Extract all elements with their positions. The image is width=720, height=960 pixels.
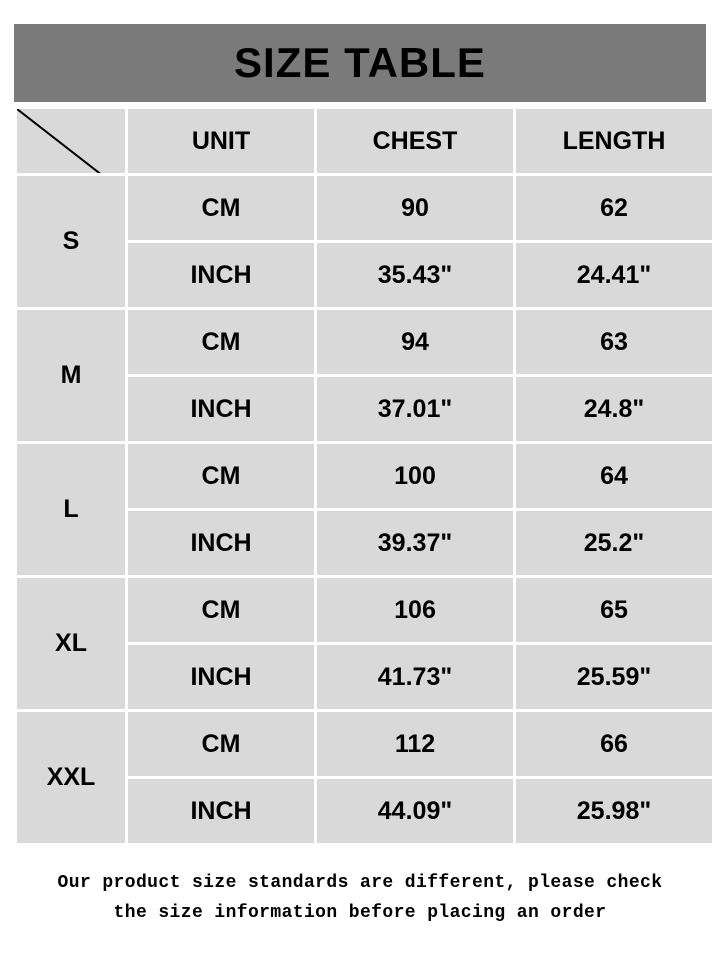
unit-cell: INCH — [128, 645, 314, 709]
size-label-l: L — [17, 444, 125, 575]
footer-note — [0, 868, 720, 928]
length-cell: 24.41" — [516, 243, 712, 307]
length-cell: 62 — [516, 176, 712, 240]
chest-cell: 44.09" — [317, 779, 513, 843]
size-label-xl: XL — [17, 578, 125, 709]
chest-cell: 39.37" — [317, 511, 513, 575]
table-row — [17, 712, 712, 776]
table-corner-cell — [17, 109, 125, 173]
length-cell: 25.59" — [516, 645, 712, 709]
length-cell: 63 — [516, 310, 712, 374]
size-label-m: M — [17, 310, 125, 441]
column-header-length: LENGTH — [516, 109, 712, 173]
diagonal-divider-icon — [17, 109, 125, 173]
page-title: SIZE TABLE — [234, 39, 486, 86]
unit-cell: INCH — [128, 243, 314, 307]
chest-cell: 90 — [317, 176, 513, 240]
title-bar — [14, 24, 706, 102]
chest-cell: 112 — [317, 712, 513, 776]
length-cell: 25.98" — [516, 779, 712, 843]
length-cell: 64 — [516, 444, 712, 508]
chest-cell: 106 — [317, 578, 513, 642]
unit-cell: CM — [128, 176, 314, 240]
chest-cell: 35.43" — [317, 243, 513, 307]
length-cell: 24.8" — [516, 377, 712, 441]
footer-note-line-2: the size information before placing an order — [113, 903, 607, 923]
size-table — [14, 106, 715, 846]
unit-cell: INCH — [128, 377, 314, 441]
column-header-unit: UNIT — [128, 109, 314, 173]
unit-cell: INCH — [128, 779, 314, 843]
length-cell: 65 — [516, 578, 712, 642]
table-row — [17, 578, 712, 642]
unit-cell: CM — [128, 444, 314, 508]
table-row — [17, 176, 712, 240]
unit-cell: CM — [128, 310, 314, 374]
unit-cell: CM — [128, 578, 314, 642]
table-row — [17, 310, 712, 374]
footer-note-line-1: Our product size standards are different, please check — [57, 873, 663, 893]
size-label-s: S — [17, 176, 125, 307]
unit-cell: CM — [128, 712, 314, 776]
size-label-xxl: XXL — [17, 712, 125, 843]
chest-cell: 94 — [317, 310, 513, 374]
length-cell: 66 — [516, 712, 712, 776]
column-header-chest: CHEST — [317, 109, 513, 173]
table-row — [17, 444, 712, 508]
chest-cell: 37.01" — [317, 377, 513, 441]
length-cell: 25.2" — [516, 511, 712, 575]
unit-cell: INCH — [128, 511, 314, 575]
chest-cell: 100 — [317, 444, 513, 508]
chest-cell: 41.73" — [317, 645, 513, 709]
size-table-container — [14, 106, 706, 846]
table-header-row — [17, 109, 712, 173]
